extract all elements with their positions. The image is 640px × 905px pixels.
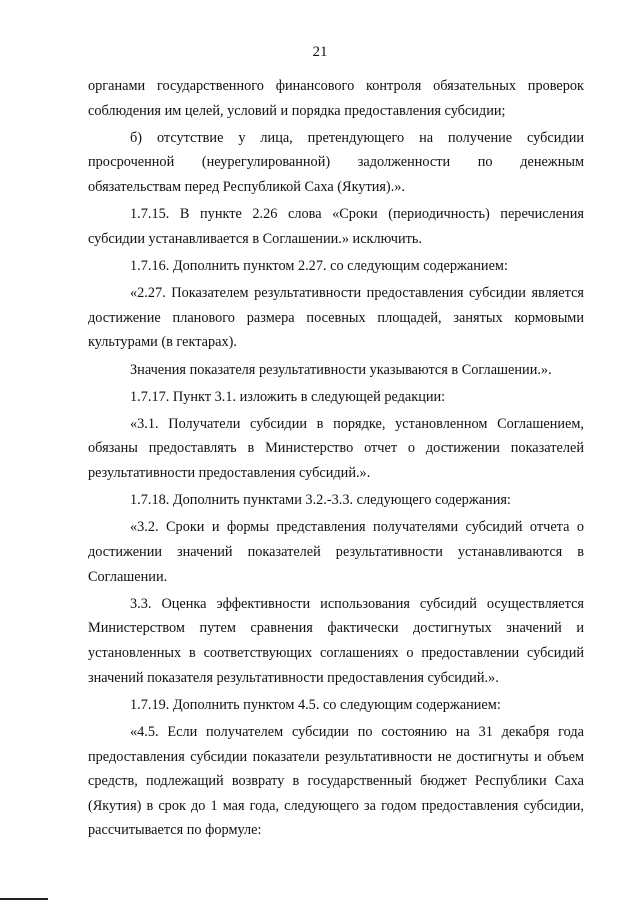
page-number: 21	[312, 44, 328, 60]
paragraph: Значения показателя результативности указываются в Соглашении.».	[130, 361, 552, 378]
paragraph: 1.7.19. Дополнить пунктом 4.5. со следующим содержанием:	[130, 696, 501, 713]
paragraph: «3.1. Получатели субсидии в порядке, установленном Соглашением, обязаны предоставлять в Министерство отчет о достижении показателей результативности предоставления субсидий.».	[88, 415, 584, 482]
scan-edge-mark	[0, 898, 48, 900]
paragraph: 1.7.16. Дополнить пунктом 2.27. со следующим содержанием:	[130, 257, 508, 274]
paragraph: «4.5. Если получателем субсидии по состоянию на 31 декабря года предоставления субсидии показатели результативности не достигнуты и объем средств, подлежащий возврату в государственный бюджет Республики Саха (Якутия) в срок до 1 мая года, следующего за годом предоставления субсидии, рассчитывается по формуле:	[88, 723, 584, 839]
paragraph: 1.7.17. Пункт 3.1. изложить в следующей редакции:	[130, 388, 446, 405]
paragraph: органами государственного финансового контроля обязательных проверок соблюдения им целей, условий и порядка предоставления субсидии;	[88, 78, 584, 119]
paragraph: 1.7.15. В пункте 2.26 слова «Сроки (периодичность) перечисления субсидии устанавливается в Соглашении.» исключить.	[88, 206, 584, 247]
paragraph: «3.2. Сроки и формы представления получателями субсидий отчета о достижении значений показателей результативности устанавливаются в Соглашении.	[88, 519, 584, 585]
paragraph: б) отсутствие у лица, претендующего на получение субсидии просроченной (неурегулированной) задолженности по денежным обязательствам перед Республикой Саха (Якутия).».	[88, 129, 584, 195]
paragraph: 3.3. Оценка эффективности использования субсидий осуществляется Министерством путем сравнения фактически достигнутых значений и установленных в соответствующих соглашениях о предоставлении субсидий значений показателя результативности предоставления субсидий.».	[88, 595, 584, 686]
document-body	[88, 74, 584, 846]
paragraph: «2.27. Показателем результативности предоставления субсидии является достижение планового размера посевных площадей, занятых кормовыми культурами (в гектарах).	[88, 285, 584, 351]
paragraph: 1.7.18. Дополнить пунктами 3.2.-3.3. следующего содержания:	[130, 492, 511, 509]
